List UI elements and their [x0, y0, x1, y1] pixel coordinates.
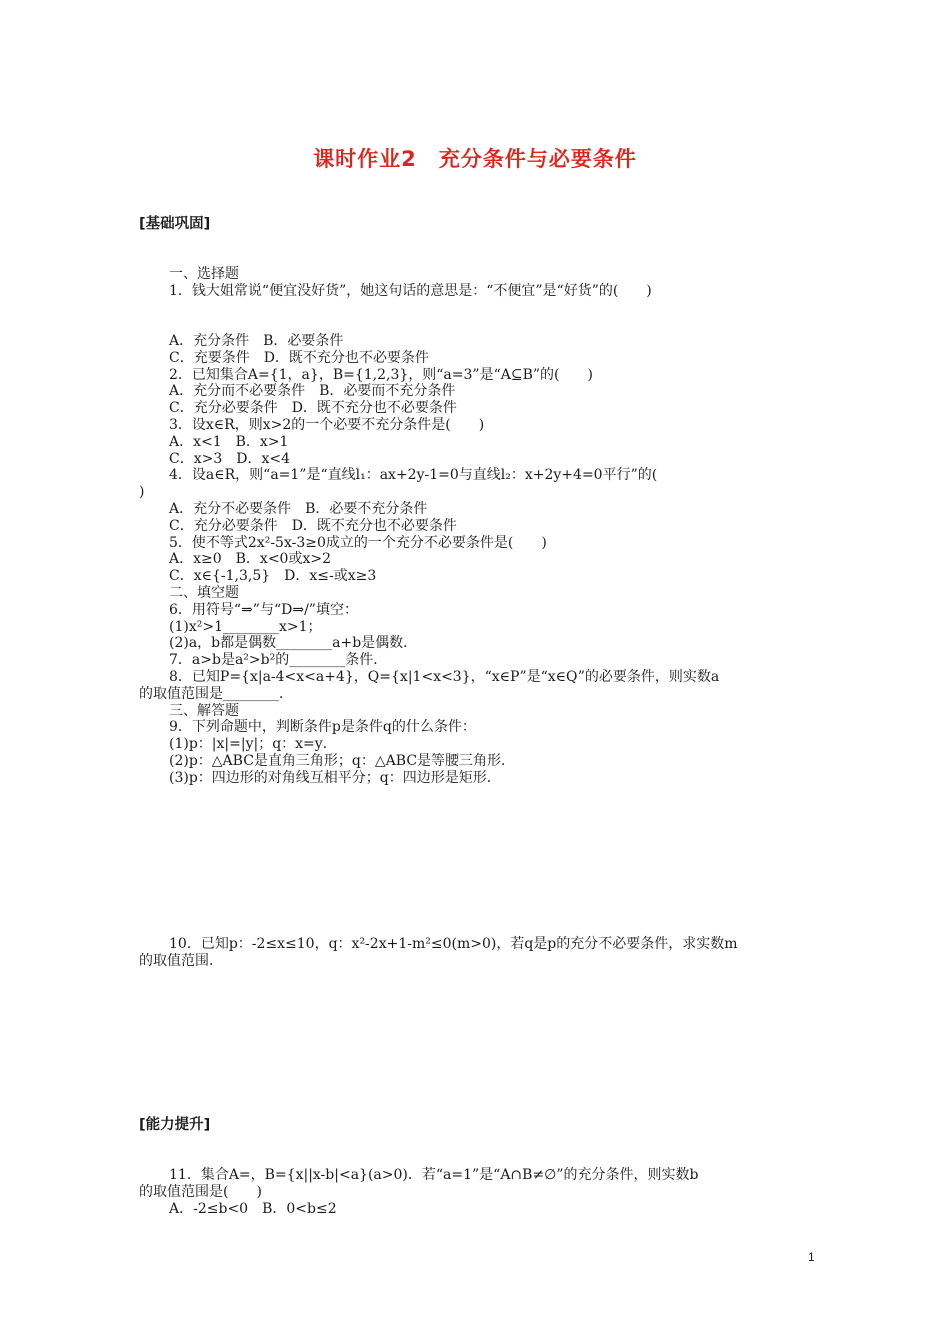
text-line: 6．用符号“⇒”与“D⇒/”填空： [169, 601, 358, 618]
text-line: A．x≥0 B．x<0或x>2 [169, 551, 331, 568]
text-line: (3)p：四边形的对角线互相平分；q：四边形是矩形． [169, 769, 501, 786]
text-line: A．充分不必要条件 B．必要不充分条件 [169, 500, 428, 517]
text-line: A．-2≤b<0 B．0<b≤2 [169, 1200, 337, 1217]
text-line: C．x>3 D．x<4 [169, 450, 291, 467]
text-line: ) [139, 484, 145, 501]
text-line: 9．下列命题中，判断条件p是条件q的什么条件： [169, 719, 476, 736]
text-line: 11．集合A=，B={x||x-b|<a}(a>0)．若“a=1”是“A∩B≠∅”的充分条件，则实数b [169, 1167, 699, 1183]
text-line: 2．已知集合A={1，a}，B={1,2,3}，则“a=3”是“A⊆B”的( ) [169, 366, 593, 383]
text-line: 一、选择题 [169, 266, 239, 282]
text-line: A．充分条件 B．必要条件 [169, 333, 344, 349]
text-line: 8．已知P={x|a-4<x<a+4}，Q={x|1<x<3}，“x∈P”是“x∈Q”的必要条件，则实数a [169, 668, 720, 685]
text-line: C．充要条件 D．既不充分也不必要条件 [169, 349, 429, 366]
text-line: 7．a>b是a²>b²的________条件． [169, 652, 388, 669]
text-line: 的取值范围是( ) [139, 1183, 262, 1200]
text-line: 的取值范围． [139, 952, 223, 969]
text-line: 的取值范围是________． [139, 685, 293, 702]
text-line: 4．设a∈R，则“a=1”是“直线l₁：ax+2y-1=0与直线l₂：x+2y+4=0平行”的( [169, 467, 658, 484]
text-line: 三、解答题 [169, 702, 239, 719]
question-block-11 [139, 1167, 819, 1217]
text-line: (2)p：△ABC是直角三角形；q：△ABC是等腰三角形． [169, 752, 516, 769]
question-block-1 [139, 266, 819, 300]
text-line: (2)a，b都是偶数________a+b是偶数． [169, 635, 418, 652]
text-line: (1)x²>1________x>1； [169, 618, 322, 635]
page-title: 课时作业2 充分条件与必要条件 [313, 147, 637, 171]
text-line: C．充分必要条件 D．既不充分也不必要条件 [169, 400, 457, 417]
text-line: 10．已知p：-2≤x≤10，q：x²-2x+1-m²≤0(m>0)，若q是p的充分不必要条件，求实数m [169, 936, 738, 952]
text-line: A．充分而不必要条件 B．必要而不充分条件 [169, 383, 456, 400]
text-line: A．x<1 B．x>1 [169, 433, 289, 450]
question-block-10 [139, 936, 819, 970]
page-number: 1 [808, 1250, 815, 1264]
text-line: 3．设x∈R，则x>2的一个必要不充分条件是( ) [169, 416, 485, 433]
text-line: 5．使不等式2x²-5x-3≥0成立的一个充分不必要条件是( ) [169, 534, 547, 551]
question-block-2 [139, 333, 819, 787]
section-heading-basic: [基础巩固] [139, 216, 211, 232]
text-line: 二、填空题 [169, 584, 239, 601]
text-line: 1．钱大姐常说“便宜没好货”，她这句话的意思是：“不便宜”是“好货”的( ) [169, 282, 652, 299]
section-heading-advanced: [能力提升] [139, 1117, 211, 1133]
text-line: C．充分必要条件 D．既不充分也不必要条件 [169, 517, 457, 534]
text-line: C．x∈{-1,3,5} D．x≤-或x≥3 [169, 568, 377, 585]
text-line: (1)p：|x|=|y|；q：x=y． [169, 736, 337, 753]
